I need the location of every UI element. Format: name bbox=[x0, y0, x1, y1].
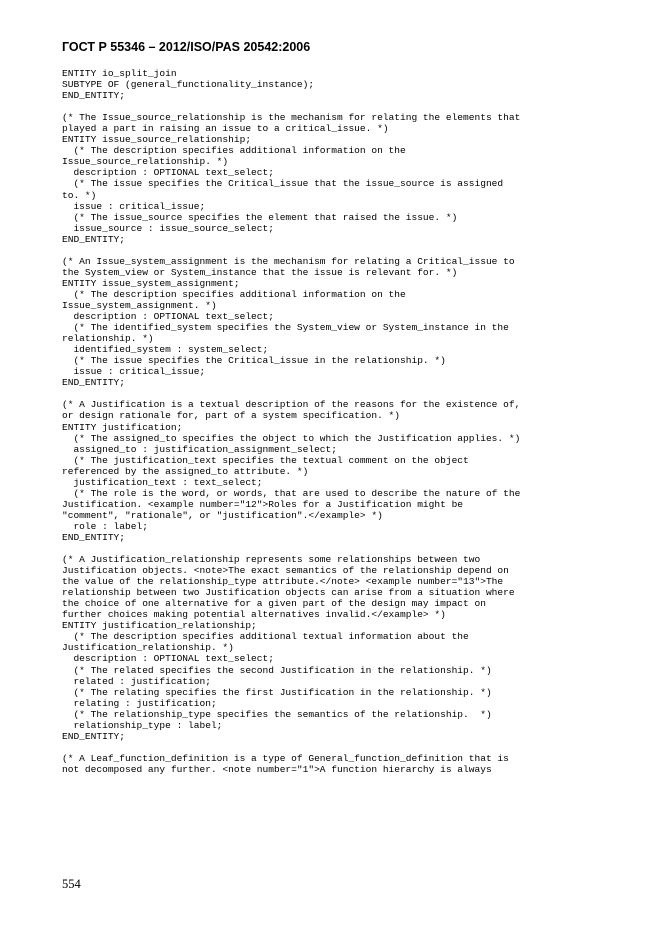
code-line: (* The assigned_to specifies the object to which the Justification applies. *) bbox=[62, 432, 521, 444]
code-line: (* The justification_text specifies the textual comment on the object bbox=[62, 454, 469, 466]
blank-line bbox=[62, 742, 622, 753]
code-line: issue : critical_issue; bbox=[62, 200, 206, 212]
code-line: relationship. *) bbox=[62, 333, 154, 345]
code-line: relating : justification; bbox=[62, 697, 217, 709]
blank-line bbox=[62, 543, 622, 554]
code-line: Issue_system_assignment. *) bbox=[62, 299, 217, 311]
code-line: description : OPTIONAL text_select; bbox=[62, 653, 274, 665]
code-line: Justification. <example number="12">Roles for a Justification might be bbox=[62, 498, 464, 510]
page-header-title: ГОСТ Р 55346 – 2012/ISO/PAS 20542:2006 bbox=[62, 40, 311, 54]
code-line: (* The issue specifies the Critical_issue that the issue_source is assigned bbox=[62, 178, 504, 190]
code-line: issue_source : issue_source_select; bbox=[62, 222, 274, 234]
code-line: (* An Issue_system_assignment is the mechanism for relating a Critical_issue to bbox=[62, 255, 515, 267]
code-line: assigned_to : justification_assignment_select; bbox=[62, 443, 337, 455]
code-line: the System_view or System_instance that the issue is relevant for. *) bbox=[62, 266, 458, 278]
code-line: (* The issue_source specifies the element that raised the issue. *) bbox=[62, 211, 458, 223]
code-line: (* The description specifies additional textual information about the bbox=[62, 631, 469, 643]
code-line: issue : critical_issue; bbox=[62, 366, 206, 378]
code-line: (* The relating specifies the first Justification in the relationship. *) bbox=[62, 686, 492, 698]
code-line: "comment", "rationale", or "justification".</example> *) bbox=[62, 509, 383, 521]
code-line: (* A Leaf_function_definition is a type of General_function_definition that is bbox=[62, 752, 509, 764]
code-line: (* A Justification is a textual description of the reasons for the existence of, bbox=[62, 399, 521, 411]
code-line: (* The description specifies additional information on the bbox=[62, 288, 406, 300]
code-line: further choices making potential alternatives invalid.</example> *) bbox=[62, 609, 446, 621]
code-line: identified_system : system_select; bbox=[62, 344, 269, 356]
code-line: (* The related specifies the second Justification in the relationship. *) bbox=[62, 664, 492, 676]
blank-line bbox=[62, 245, 622, 256]
code-line: (* The issue specifies the Critical_issue in the relationship. *) bbox=[62, 355, 446, 367]
code-line: ENTITY issue_system_assignment; bbox=[62, 277, 240, 289]
code-line: ENTITY justification_relationship; bbox=[62, 620, 257, 632]
code-line: END_ENTITY; bbox=[62, 730, 126, 742]
blank-line bbox=[62, 388, 622, 399]
code-line: Issue_source_relationship. *) bbox=[62, 156, 229, 168]
express-code-listing bbox=[62, 68, 622, 775]
code-line: played a part in raising an issue to a critical_issue. *) bbox=[62, 123, 389, 135]
code-line: END_ENTITY; bbox=[62, 531, 126, 543]
code-line: or design rationale for, part of a system specification. *) bbox=[62, 410, 401, 422]
code-line: description : OPTIONAL text_select; bbox=[62, 311, 274, 323]
code-line: (* The identified_system specifies the System_view or System_instance in the bbox=[62, 322, 509, 334]
page-number: 554 bbox=[62, 877, 81, 891]
code-line: referenced by the assigned_to attribute. *) bbox=[62, 465, 309, 477]
blank-line bbox=[62, 101, 622, 112]
code-line: justification_text : text_select; bbox=[62, 476, 263, 488]
code-line: ENTITY io_split_join bbox=[62, 68, 177, 79]
code-line: ENTITY justification; bbox=[62, 421, 183, 433]
code-line: the value of the relationship_type attribute.</note> <example number="13">The bbox=[62, 576, 504, 588]
code-line: (* The Issue_source_relationship is the mechanism for relating the elements that bbox=[62, 112, 521, 124]
code-line: description : OPTIONAL text_select; bbox=[62, 167, 274, 179]
code-line: END_ENTITY; bbox=[62, 377, 126, 389]
code-line: (* The relationship_type specifies the semantics of the relationship. *) bbox=[62, 708, 492, 720]
code-line: role : label; bbox=[62, 520, 148, 532]
code-line: ENTITY issue_source_relationship; bbox=[62, 134, 252, 146]
code-line: (* A Justification_relationship represents some relationships between two bbox=[62, 554, 481, 566]
code-line: relationship between two Justification objects can arise from a situation where bbox=[62, 587, 515, 599]
code-line: not decomposed any further. <note number="1">A function hierarchy is always bbox=[62, 763, 492, 775]
code-line: (* The role is the word, or words, that are used to describe the nature of the bbox=[62, 487, 521, 499]
code-line: SUBTYPE OF (general_functionality_instance); bbox=[62, 79, 315, 91]
code-line: END_ENTITY; bbox=[62, 233, 126, 245]
code-line: END_ENTITY; bbox=[62, 90, 126, 102]
code-line: Justification objects. <note>The exact semantics of the relationship depend on bbox=[62, 565, 509, 577]
code-line: the choice of one alternative for a given part of the design may impact on bbox=[62, 598, 486, 610]
code-line: related : justification; bbox=[62, 675, 211, 687]
code-line: (* The description specifies additional information on the bbox=[62, 145, 406, 157]
code-line: Justification_relationship. *) bbox=[62, 642, 234, 654]
code-line: relationship_type : label; bbox=[62, 719, 223, 731]
code-line: to. *) bbox=[62, 189, 97, 201]
